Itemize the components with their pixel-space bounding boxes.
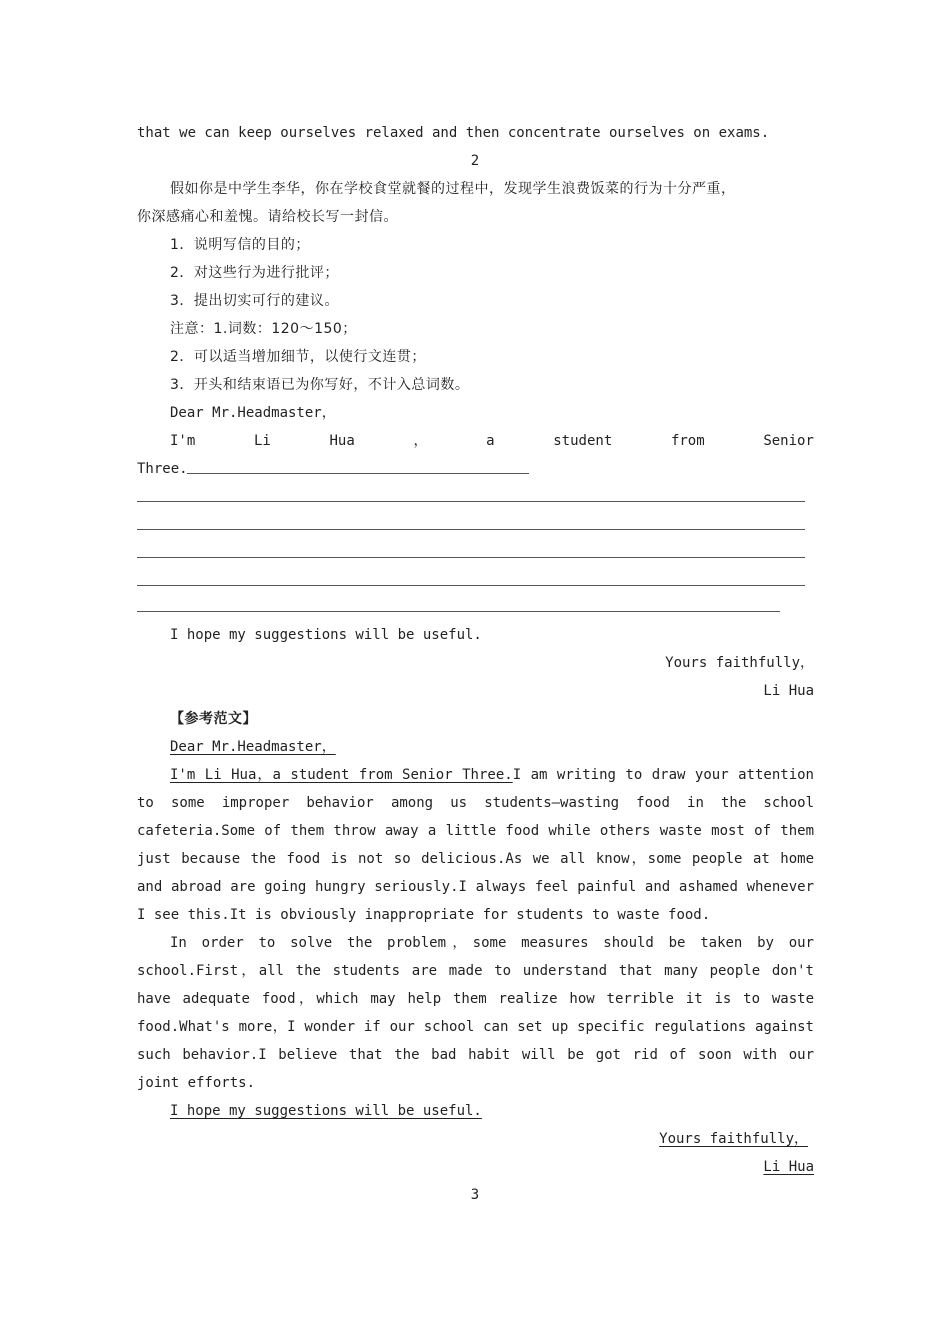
sample-greeting <box>170 733 814 761</box>
template-signoff: Yours faithfully， <box>665 655 814 671</box>
sample-closing-text: I hope my suggestions will be useful. <box>170 1103 482 1119</box>
note-1: 注意：1.词数：120～150； <box>170 321 357 337</box>
template-greeting: Dear Mr.Headmaster， <box>170 405 336 421</box>
sample-p2-line-5: such behavior.I believe that the bad habit will be got rid of soon with our <box>137 1047 814 1063</box>
requirement-3: 3．提出切实可行的建议。 <box>170 293 339 309</box>
sample-heading: 【参考范文】 <box>170 711 257 727</box>
note-2: 2．可以适当增加细节，以使行文连贯； <box>170 349 426 365</box>
opening-word: from <box>670 433 705 449</box>
opening-word: Li <box>253 433 271 449</box>
writing-line[interactable] <box>137 557 805 558</box>
sample-p1-line-2: to some improper behavior among us students—wasting food in the school <box>137 795 814 811</box>
opening-word: Hua <box>329 433 355 449</box>
sample-p1-line-4: just because the food is not so delicious.As we all know，some people at home <box>137 851 814 867</box>
requirement-1: 1．说明写信的目的； <box>170 237 310 253</box>
sample-p2-line-3: have adequate food，which may help them realize how terrible it is to waste <box>137 991 814 1007</box>
sample-signature <box>137 1153 814 1181</box>
opening-word: student <box>553 433 613 449</box>
template-opening-line <box>170 427 814 455</box>
sample-greeting-text: Dear Mr.Headmaster， <box>170 739 336 755</box>
writing-line[interactable] <box>137 585 805 586</box>
sample-p1-line-5: and abroad are going hungry seriously.I always feel painful and ashamed whenever <box>137 879 814 895</box>
opening-word: I'm <box>170 433 196 449</box>
writing-line[interactable] <box>137 529 805 530</box>
opening-word: Senior <box>763 433 814 449</box>
section-number: 2 <box>470 153 480 169</box>
sample-p1-line-6: I see this.It is obviously inappropriate for students to waste food. <box>137 907 711 923</box>
previous-essay-fragment: that we can keep ourselves relaxed and then concentrate ourselves on exams. <box>137 125 770 141</box>
writing-line[interactable] <box>137 501 805 502</box>
page-number: 3 <box>470 1187 480 1203</box>
sample-p1-line-3: cafeteria.Some of them throw away a little food while others waste most of them <box>137 823 814 839</box>
sample-p2-line-2: school.First，all the students are made to understand that many people don't <box>137 963 814 979</box>
sample-opening-underlined: I'm Li Hua，a student from Senior Three. <box>170 767 513 783</box>
sample-p1-line-1 <box>170 761 814 789</box>
sample-signoff <box>137 1125 814 1153</box>
prompt-line-1: 假如你是中学生李华，你在学校食堂就餐的过程中，发现学生浪费饭菜的行为十分严重， <box>170 181 736 197</box>
sample-p1-line-1-rest: I am writing to draw your attention <box>512 767 814 783</box>
note-3: 3．开头和结束语已为你写好，不计入总词数。 <box>170 377 470 393</box>
writing-line[interactable] <box>137 611 780 612</box>
opening-word: a <box>486 433 495 449</box>
sample-p2-line-1: In order to solve the problem，some measures should be taken by our <box>170 935 814 951</box>
sample-signoff-text: Yours faithfully， <box>659 1131 808 1147</box>
template-signature: Li Hua <box>763 683 814 699</box>
prompt-line-2: 你深感痛心和羞愧。请给校长写一封信。 <box>137 209 398 225</box>
template-opening-end: Three. <box>137 461 188 477</box>
writing-line[interactable] <box>187 473 529 474</box>
sample-p2-line-6: joint efforts. <box>137 1075 256 1091</box>
opening-word: ， <box>413 433 428 449</box>
sample-closing <box>170 1097 814 1125</box>
template-closing: I hope my suggestions will be useful. <box>170 627 482 643</box>
sample-p2-line-4: food.What's more，I wonder if our school can set up specific regulations against <box>137 1019 814 1035</box>
requirement-2: 2．对这些行为进行批评； <box>170 265 339 281</box>
sample-signature-text: Li Hua <box>763 1159 814 1175</box>
